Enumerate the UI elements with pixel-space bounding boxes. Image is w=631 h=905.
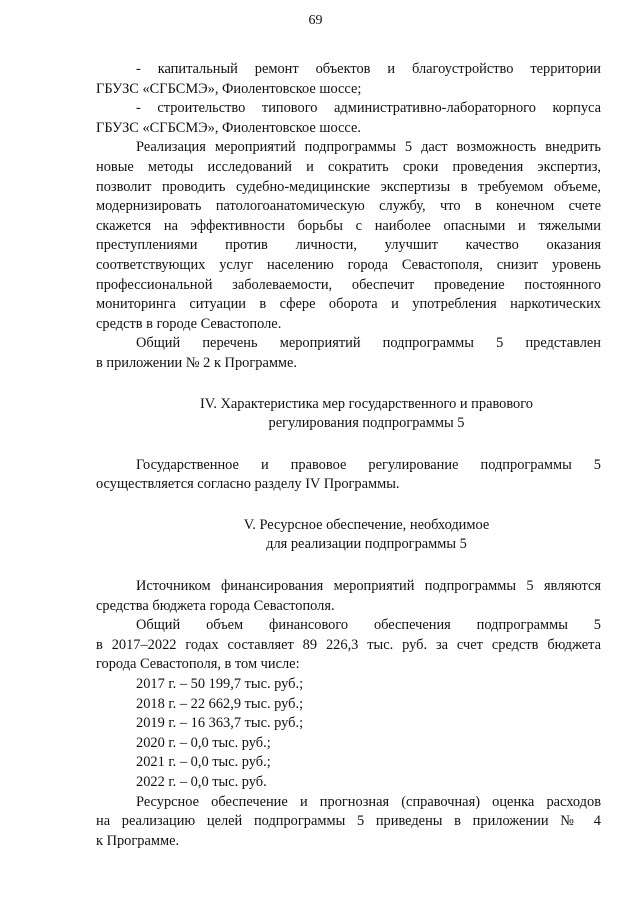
year-line: 2018 г. – 22 662,9 тыс. руб.; xyxy=(136,695,304,712)
list-item-construction xyxy=(96,99,601,138)
spacer xyxy=(96,374,601,395)
year-line: 2021 г. – 0,0 тыс. руб.; xyxy=(136,754,271,771)
text-line: - капитальный ремонт объектов и благоустройство территории xyxy=(136,61,601,77)
text-line: Реализация мероприятий подпрограммы 5 даст возможность внедрить xyxy=(136,139,601,156)
text-line: мониторинга ситуации в сфере оборота и употребления наркотических xyxy=(96,296,601,313)
text-line: позволит проводить судебно-медицинские экспертизы в требуемом объеме, xyxy=(96,178,601,195)
spacer xyxy=(96,555,601,577)
section-5-total-volume xyxy=(96,616,601,675)
year-line: 2020 г. – 0,0 тыс. руб.; xyxy=(136,734,271,751)
text-line: - строительство типового административно-лабораторного корпуса xyxy=(136,100,601,117)
year-line: 2022 г. – 0,0 тыс. руб. xyxy=(136,774,267,790)
year-line: 2019 г. – 16 363,7 тыс. руб.; xyxy=(136,715,304,732)
section-5-forecast xyxy=(96,793,601,852)
text-line: в 2017–2022 годах составляет 89 226,3 тыс. руб. за счет средств бюджета xyxy=(96,636,601,653)
heading-line: IV. Характеристика мер государственного и правового xyxy=(200,395,533,412)
section-4-text xyxy=(96,456,601,495)
text-line: города Севастополя, в том числе: xyxy=(96,656,300,673)
list-item-repair xyxy=(96,60,601,99)
text-line: профессиональной заболеваемости, обеспечит проведение постоянного xyxy=(96,276,601,293)
text-line: новые методы исследований и сократить сроки проведения экспертиз, xyxy=(96,158,601,175)
section-heading-4 xyxy=(96,395,601,434)
heading-line: регулирования подпрограммы 5 xyxy=(268,415,465,432)
text-line: к Программе. xyxy=(96,832,180,849)
paragraph-implementation xyxy=(96,138,601,334)
section-heading-5 xyxy=(96,516,601,555)
text-line: на реализацию целей подпрограммы 5 приведены в приложении № 4 xyxy=(96,813,601,830)
text-line: Ресурсное обеспечение и прогнозная (справочная) оценка расходов xyxy=(136,793,601,810)
year-line: 2017 г. – 50 199,7 тыс. руб.; xyxy=(136,676,304,693)
text-line: скажется на эффективности борьбы с наиболее опасными и тяжелыми xyxy=(96,217,601,234)
text-line: средств в городе Севастополе. xyxy=(96,315,282,332)
text-line: Общий объем финансового обеспечения подпрограммы 5 xyxy=(136,617,601,634)
text-line: соответствующих услуг населению города Севастополя, снизит уровень xyxy=(96,256,601,273)
text-line: преступлениями против личности, улучшит качество оказания xyxy=(96,237,601,254)
text-line: Источником финансирования мероприятий подпрограммы 5 являются xyxy=(136,578,601,595)
spacer xyxy=(96,434,601,456)
page-number: 69 xyxy=(308,13,323,28)
text-line: Общий перечень мероприятий подпрограммы 5 представлен xyxy=(136,335,601,352)
section-5-funding-source xyxy=(96,577,601,616)
paragraph-activities-list xyxy=(96,334,601,373)
text-line: ГБУЗС «СГБСМЭ», Фиолентовское шоссе; xyxy=(96,80,362,97)
text-line: модернизировать патологоанатомическую службу, что в конечном счете xyxy=(96,198,601,215)
text-line: ГБУЗС «СГБСМЭ», Фиолентовское шоссе. xyxy=(96,119,361,136)
text-line: осуществляется согласно разделу IV Программы. xyxy=(96,476,400,493)
text-line: средства бюджета города Севастополя. xyxy=(96,597,335,614)
text-line: в приложении № 2 к Программе. xyxy=(96,354,298,371)
text-line: Государственное и правовое регулирование подпрограммы 5 xyxy=(136,456,601,473)
document-body xyxy=(96,60,601,851)
section-5-years-list xyxy=(96,675,601,793)
spacer xyxy=(96,495,601,516)
heading-line: для реализации подпрограммы 5 xyxy=(266,536,467,553)
heading-line: V. Ресурсное обеспечение, необходимое xyxy=(243,516,490,533)
